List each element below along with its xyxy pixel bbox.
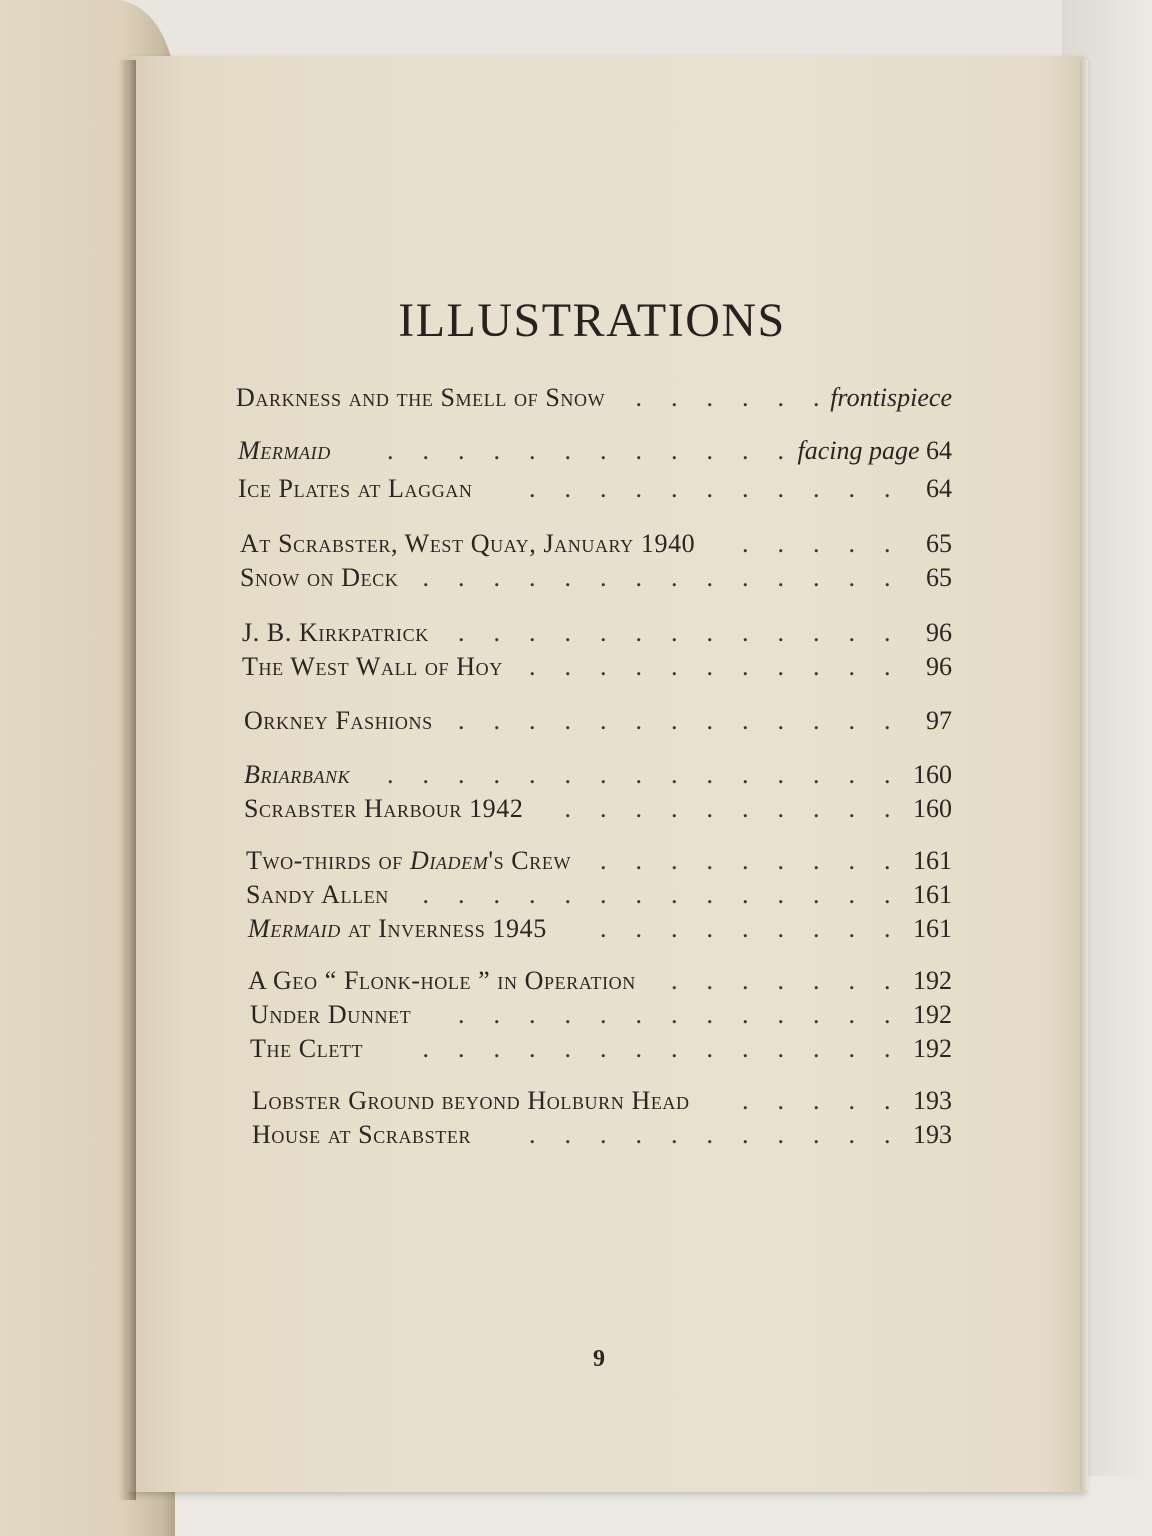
page-reference-number: 96 — [926, 618, 952, 647]
dot-leader: . . . . . . . . . . . — [529, 474, 891, 503]
page-reference-note: facing page — [797, 436, 920, 465]
title-text: Orkney Fashions — [244, 706, 433, 735]
page-edge — [1080, 60, 1088, 1490]
dot-leader: . . . . . . . . . . . . — [387, 436, 784, 465]
page-reference-number: 64 — [926, 474, 952, 503]
title-text: A Geo “ Flonk-hole ” in Operation — [248, 966, 636, 995]
page-reference-number: 160 — [913, 794, 952, 823]
dot-leader: . . . . . . . . . . . . . — [458, 706, 891, 735]
page-reference-number: 192 — [913, 1000, 952, 1029]
italic-title-part: Mermaid — [238, 436, 331, 465]
title-text: At Scrabster, West Quay, January 1940 — [240, 529, 696, 558]
title-text: J. B. Kirkpatrick — [242, 618, 429, 647]
dot-leader: . . . . . . . . . — [600, 914, 891, 943]
dot-leader: . . . . . . . . . . . . . — [458, 1000, 891, 1029]
book-page — [126, 56, 1084, 1492]
page-reference-number: 193 — [913, 1086, 952, 1115]
title-text: Scrabster Harbour 1942 — [244, 794, 524, 823]
page-reference-number: 160 — [913, 760, 952, 789]
dot-leader: . . . . . . . . . . . . . . — [422, 563, 891, 592]
page-reference-number: 161 — [913, 880, 952, 909]
title-text: House at Scrabster — [252, 1120, 472, 1149]
dot-leader: . . . . . . . — [671, 966, 891, 995]
dot-leader: . . . . . . — [635, 383, 820, 412]
page-reference-number: 64 — [926, 436, 952, 465]
page-reference-number: 161 — [913, 914, 952, 943]
page-reference-number: 192 — [913, 966, 952, 995]
title-text: Sandy Allen — [246, 880, 389, 909]
book-gutter — [118, 60, 136, 1500]
dot-leader: . . . . . — [742, 529, 891, 558]
page-reference-number: 65 — [926, 563, 952, 592]
dot-leader: . . . . . . . . . . . . . . — [422, 1034, 891, 1063]
title-text: The West Wall of Hoy — [242, 652, 503, 681]
dot-leader: . . . . . . . . . . . — [529, 652, 891, 681]
page-reference-number: 193 — [913, 1120, 952, 1149]
title-text: Snow on Deck — [240, 563, 399, 592]
title-suffix: 's Crew — [488, 846, 572, 875]
title-text: Lobster Ground beyond Holburn Head — [252, 1086, 690, 1115]
title-text: Darkness and the Smell of Snow — [236, 383, 606, 412]
page-title: ILLUSTRATIONS — [398, 294, 786, 347]
page-reference-note: frontispiece — [830, 383, 952, 412]
dot-leader: . . . . . . . . . . . . . . . — [387, 760, 891, 789]
title-text: Ice Plates at Laggan — [238, 474, 473, 503]
page-number: 9 — [593, 1346, 605, 1372]
page-reference-number: 65 — [926, 529, 952, 558]
dot-leader: . . . . . . . . . . — [564, 794, 891, 823]
dot-leader: . . . . . . . . . — [600, 846, 891, 875]
title-text: Under Dunnet — [250, 1000, 412, 1029]
title-text: Two-thirds of — [246, 846, 403, 875]
page-reference-number: 96 — [926, 652, 952, 681]
italic-title-part: Briarbank — [244, 760, 351, 789]
italic-title-part: Mermaid — [248, 914, 341, 943]
dot-leader: . . . . . . . . . . . . . — [458, 618, 891, 647]
title-text: The Clett — [250, 1034, 364, 1063]
dot-leader: . . . . . — [742, 1086, 891, 1115]
page-reference-number: 192 — [913, 1034, 952, 1063]
dot-leader: . . . . . . . . . . . . . . — [422, 880, 891, 909]
page-reference-number: 97 — [926, 706, 952, 735]
page-reference-number: 161 — [913, 846, 952, 875]
italic-title-part: Diadem — [409, 846, 489, 875]
title-text: at Inverness 1945 — [347, 914, 547, 943]
dot-leader: . . . . . . . . . . . — [529, 1120, 891, 1149]
